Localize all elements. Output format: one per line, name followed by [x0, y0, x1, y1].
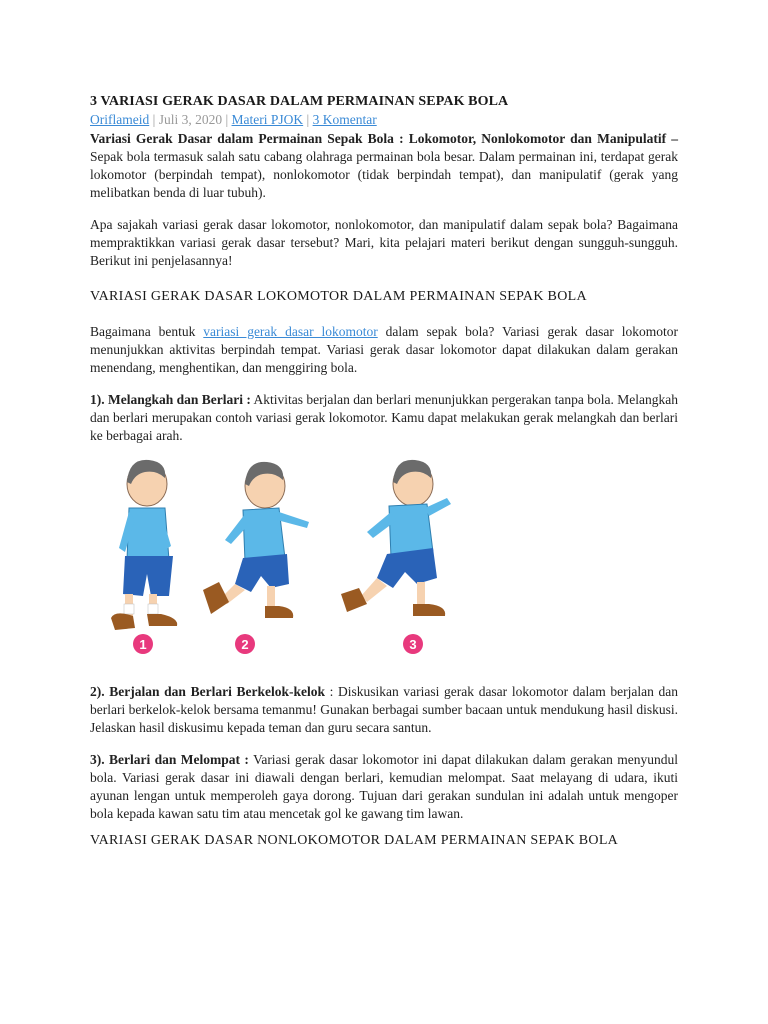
illustration-svg [95, 448, 465, 658]
item2-text: : Diskusikan variasi gerak dasar lokomotor dalam berjalan dan berlari berkelok-kelok bersama temanmu! Gunakan berbagai sumber bacaan untuk mendukung hasil diskusi. Jelaskan hasil diskusimu kepada teman dan guru secara santun. [90, 684, 678, 735]
item3-label: 3). Berlari dan Melompat : [90, 752, 249, 767]
intro-text: Sepak bola termasuk salah satu cabang olahraga permainan bola besar. Dalam permainan ini, terdapat gerak lokomotor (berpindah tempat), nonlokomotor (tidak berpindah tempat), dan manipulatif (gerak yang melibatkan benda di luar tubuh). [90, 149, 678, 200]
item2-paragraph [90, 683, 678, 737]
running-boy-illustration [95, 448, 465, 658]
meta-separator: | [222, 112, 232, 127]
item1-paragraph [90, 391, 678, 445]
comments-link[interactable]: 3 Komentar [312, 112, 377, 127]
lokomotor-intro-paragraph [90, 323, 678, 377]
boy-figure-1 [111, 460, 177, 654]
boy-figure-2 [203, 462, 309, 654]
item3-paragraph [90, 751, 678, 823]
meta-separator: | [149, 112, 159, 127]
section-lokomotor-heading: VARIASI GERAK DASAR LOKOMOTOR DALAM PERMAINAN SEPAK BOLA [90, 289, 587, 304]
item1-text: Aktivitas berjalan dan berlari menunjukkan pergerakan tanpa bola. Melangkah dan berlari merupakan contoh variasi gerak lokomotor. Kamu dapat melakukan gerak melangkah dan berlari ke berbagai arah. [90, 392, 679, 443]
boy-figure-3 [341, 460, 451, 654]
section-nonlokomotor-heading: VARIASI GERAK DASAR NONLOKOMOTOR DALAM PERMAINAN SEPAK BOLA [90, 833, 619, 848]
lokomotor-link[interactable]: variasi gerak dasar lokomotor [203, 324, 378, 339]
figure-number-2: 2 [241, 637, 249, 652]
category-link[interactable]: Materi PJOK [231, 112, 304, 127]
figure-number-1: 1 [139, 637, 147, 652]
figure-number-3: 3 [409, 637, 417, 652]
author-link[interactable]: Oriflameid [90, 112, 150, 127]
item1-label: 1). Melangkah dan Berlari : [90, 392, 251, 407]
item3-text: Variasi gerak dasar lokomotor ini dapat dilakukan dalam gerakan menyundul bola. Variasi gerak dasar ini diawali dengan berlari, kemudian melompat. Saat melayang di udara, ikuti ayunan lengan untuk memperoleh gaya dorong. Tujuan dari gerakan sundulan ini adalah untuk mengoper bola kepada kawan satu tim atau mencetak gol ke gawang tim lawan. [90, 752, 678, 821]
text-span: Bagaimana bentuk [90, 324, 204, 339]
intro-paragraph [90, 130, 678, 202]
article-title: 3 VARIASI GERAK DASAR DALAM PERMAINAN SEPAK BOLA [90, 94, 509, 109]
article-meta [90, 111, 678, 129]
text-span: dalam sepak bola? Variasi gerak dasar lokomotor menunjukkan aktivitas berpindah tempat. Variasi gerak dasar lokomotor dapat dilakukan dalam gerakan menendang, menghentikan, dan menggiring bola. [90, 324, 678, 375]
meta-separator: | [303, 112, 313, 127]
post-date: Juli 3, 2020 [158, 112, 223, 127]
intro-bold: Variasi Gerak Dasar dalam Permainan Sepak Bola : Lokomotor, Nonlokomotor dan Manipulatif – [90, 131, 678, 146]
item2-label: 2). Berjalan dan Berlari Berkelok-kelok [90, 684, 325, 699]
question-paragraph: Apa sajakah variasi gerak dasar lokomotor, nonlokomotor, dan manipulatif dalam sepak bola? Bagaimana mempraktikkan variasi gerak dasar tersebut? Mari, kita pelajari materi berikut dengan sungguh-sungguh. Berikut ini penjelasannya! [90, 217, 678, 268]
